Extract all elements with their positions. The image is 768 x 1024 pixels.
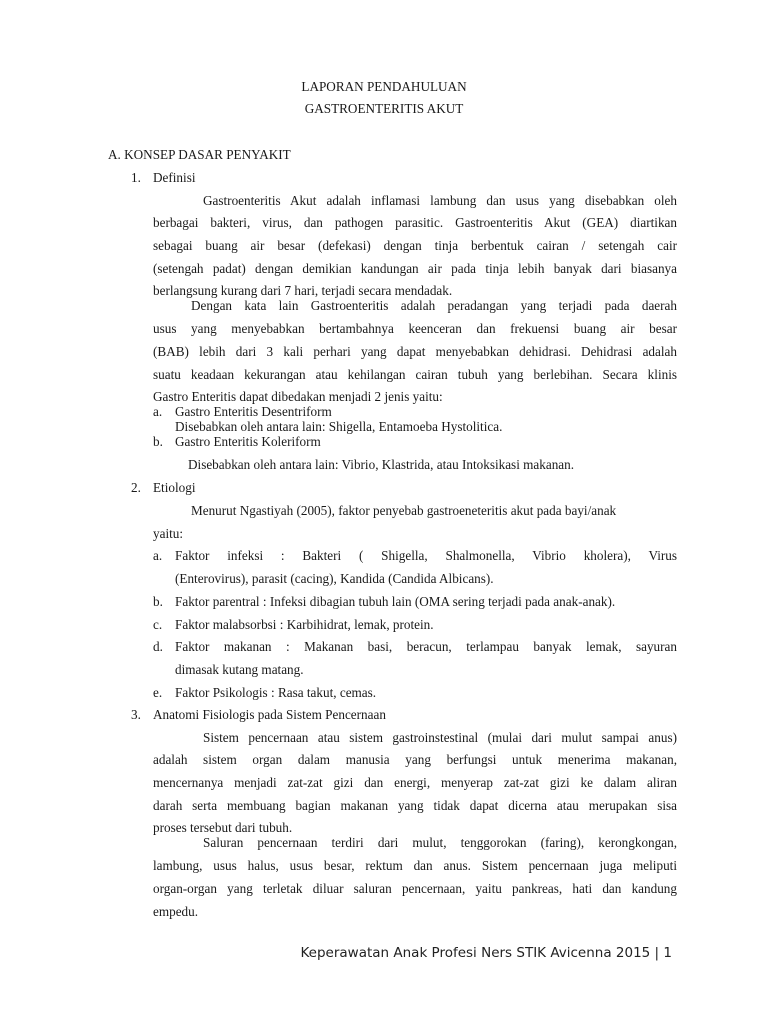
list-item: Faktor makanan : Makanan basi, beracun, terlampau banyak lemak, sayuran xyxy=(175,639,677,654)
paragraph-line: Saluran pencernaan terdiri dari mulut, tenggorokan (faring), kerongkongan, xyxy=(203,835,677,850)
item-number: 1. xyxy=(131,170,141,185)
list-label: b. xyxy=(153,594,163,609)
paragraph-line: (setengah padat) dengan demikian kandungan air pada tinja lebih banyak dari biasanya xyxy=(153,261,677,276)
list-label: d. xyxy=(153,639,163,654)
paragraph-line: lambung, usus halus, usus besar, rektum dan anus. Sistem pencernaan juga meliputi xyxy=(153,858,677,873)
list-item-desc: Disebabkan oleh antara lain: Vibrio, Klastrida, atau Intoksikasi makanan. xyxy=(188,457,575,472)
list-item-desc: Disebabkan oleh antara lain: Shigella, Entamoeba Hystolitica. xyxy=(175,419,503,434)
page-footer: Keperawatan Anak Profesi Ners STIK Avicenna 2015 | 1 xyxy=(300,945,672,961)
list-item: Faktor infeksi : Bakteri ( Shigella, Shalmonella, Vibrio kholera), Virus xyxy=(175,548,677,563)
title-line-2: GASTROENTERITIS AKUT xyxy=(304,101,464,116)
paragraph-line: mencernanya menjadi zat-zat gizi dan energi, menyerap zat-zat gizi ke dalam aliran xyxy=(153,775,677,790)
list-label: b. xyxy=(153,434,163,449)
item-number: 3. xyxy=(131,707,141,722)
paragraph-line: berlangsung kurang dari 7 hari, terjadi secara mendadak. xyxy=(153,283,453,298)
list-label: a. xyxy=(153,404,163,419)
title-line-1: LAPORAN PENDAHULUAN xyxy=(301,79,467,94)
item-number: 2. xyxy=(131,480,141,495)
list-label: c. xyxy=(153,617,163,632)
list-label: e. xyxy=(153,685,163,700)
list-item-title: Gastro Enteritis Koleriform xyxy=(175,434,321,449)
list-item: Faktor parentral : Infeksi dibagian tubuh lain (OMA sering terjadi pada anak-anak). xyxy=(175,594,616,609)
subsection-heading: Anatomi Fisiologis pada Sistem Pencernaan xyxy=(153,707,386,722)
paragraph-line: berbagai bakteri, virus, dan pathogen parasitic. Gastroenteritis Akut (GEA) diartikan xyxy=(153,215,677,230)
paragraph-line: yaitu: xyxy=(153,526,184,541)
paragraph-line: sebagai buang air besar (defekasi) dengan tinja berbentuk cairan / setengah cair xyxy=(153,238,677,253)
subsection-heading: Definisi xyxy=(153,170,196,185)
paragraph-line: Gastro Enteritis dapat dibedakan menjadi 2 jenis yaitu: xyxy=(153,389,443,404)
list-item: (Enterovirus), parasit (cacing), Kandida (Candida Albicans). xyxy=(175,571,494,586)
subsection-heading: Etiologi xyxy=(153,480,196,495)
paragraph-line: darah serta membuang bagian makanan yang tidak dapat dicerna atau merupakan sisa xyxy=(153,798,677,813)
paragraph-line: proses tersebut dari tubuh. xyxy=(153,820,293,835)
paragraph-line: Sistem pencernaan atau sistem gastroinstestinal (mulai dari mulut sampai anus) xyxy=(203,730,677,745)
list-label: a. xyxy=(153,548,163,563)
paragraph-line: suatu keadaan kekurangan atau kehilangan cairan tubuh yang berlebihan. Secara klinis xyxy=(153,367,677,382)
paragraph-line: Menurut Ngastiyah (2005), faktor penyebab gastroeneteritis akut pada bayi/anak xyxy=(191,503,617,518)
list-item-title: Gastro Enteritis Desentriform xyxy=(175,404,332,419)
list-item: Faktor malabsorbsi : Karbihidrat, lemak, protein. xyxy=(175,617,434,632)
paragraph-line: organ-organ yang terletak diluar saluran pencernaan, yaitu pankreas, hati dan kandung xyxy=(153,881,677,896)
paragraph-line: (BAB) lebih dari 3 kali perhari yang dapat menyebabkan dehidrasi. Dehidrasi adalah xyxy=(153,344,677,359)
section-heading: A. KONSEP DASAR PENYAKIT xyxy=(108,147,291,162)
paragraph-line: Dengan kata lain Gastroenteritis adalah peradangan yang terjadi pada daerah xyxy=(191,298,677,313)
paragraph-line: Gastroenteritis Akut adalah inflamasi lambung dan usus yang disebabkan oleh xyxy=(203,193,677,208)
paragraph-line: empedu. xyxy=(153,904,199,919)
paragraph-line: usus yang menyebabkan bertambahnya keenceran dan frekuensi buang air besar xyxy=(153,321,677,336)
list-item: dimasak kutang matang. xyxy=(175,662,304,677)
paragraph-line: adalah sistem organ dalam manusia yang berfungsi untuk menerima makanan, xyxy=(153,752,677,767)
list-item: Faktor Psikologis : Rasa takut, cemas. xyxy=(175,685,377,700)
